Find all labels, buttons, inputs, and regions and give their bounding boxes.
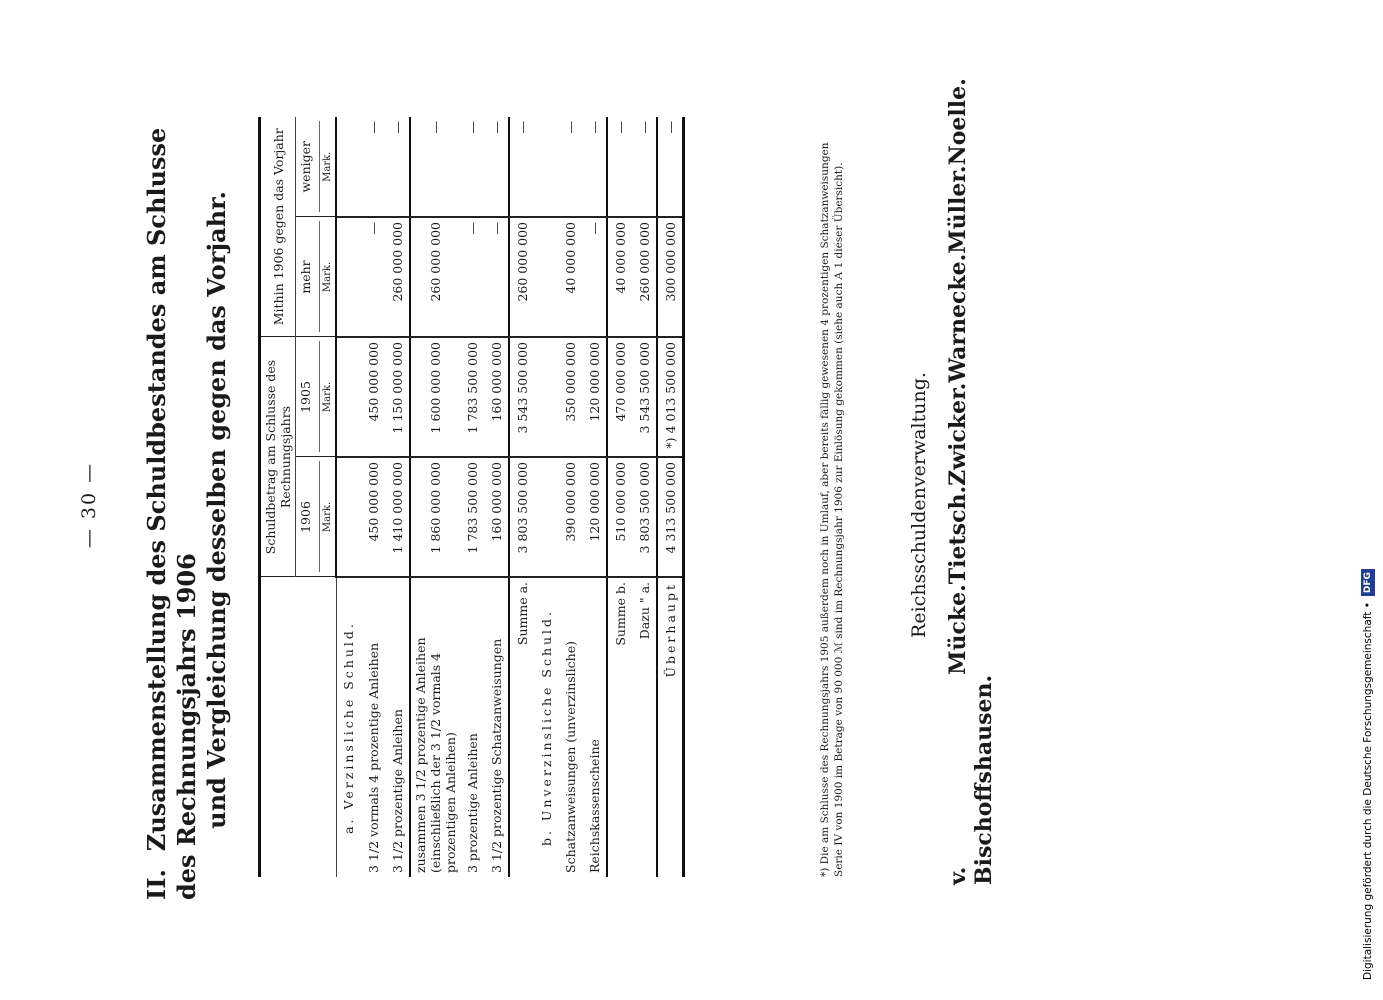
table-row: a. Verzinsliche Schuld. (336, 117, 361, 877)
table-row: b. Unverzinsliche Schuld. (534, 117, 558, 877)
col-header-mehr: mehr Mark. (296, 217, 337, 337)
debt-table (258, 117, 685, 877)
table-row: 3 1/2 prozentige Schatzanweisungen 160 000 000 160 000 000 — — (484, 117, 509, 877)
digitization-watermark (1355, 0, 1381, 980)
signature-name: v. Bischoffshausen. (945, 674, 997, 885)
footnote: *) Die am Schlusse des Rechnungsjahrs 1905 außerdem noch in Umlauf, aber bereits fällig gewesenen 4 prozentigen Schatzanweisungen Serie IV von 1900 im Betrage von 90 000 ℳ sind im Rechnungsjahr 1906 zur Einlösung gekommen (siehe auch A 1 dieser Übersicht). (819, 142, 845, 877)
table-row: Reichskassenscheine 120 000 000 120 000 000 — — (582, 117, 607, 877)
signature-line (945, 78, 997, 885)
col-header-1906: 1906 Mark. (296, 457, 337, 577)
table-row: 3 1/2 prozentige Anleihen 1 410 000 000 1 150 000 000 260 000 000 — (385, 117, 410, 877)
heading-line-2: und Vergleichung desselben gegen das Vorjahr. (202, 191, 231, 829)
table-row: Dazu " a. 3 803 500 000 3 543 500 000 260 000 000 — (632, 117, 657, 877)
table-row: Überhaupt 4 313 500 000 *) 4 013 500 000 300 000 000 — (657, 117, 684, 877)
dfg-logo: DFG (1361, 569, 1375, 596)
table-row: 3 prozentige Anleihen 1 783 500 000 1 783 500 000 — — (460, 117, 484, 877)
signature-name: Zwicker. (945, 382, 971, 486)
description-header (260, 577, 337, 877)
signature-name: Tietsch. (945, 485, 971, 585)
col-header-1905: 1905 Mark. (296, 337, 337, 457)
heading-line-1: Zusammenstellung des Schuldbestandes am Schlusse des Rechnungsjahrs 1906 (142, 127, 201, 900)
group-header-debt: Schuldbetrag am Schlusse des Rechnungsjahrs (260, 337, 296, 577)
page-number: — 30 — (78, 461, 100, 549)
signature-name: Mücke. (945, 584, 971, 675)
table-row: Summe b. 510 000 000 470 000 000 40 000 000 — (607, 117, 632, 877)
table-row: 3 1/2 vormals 4 prozentige Anleihen 450 000 000 450 000 000 — — (361, 117, 385, 877)
watermark-text: Digitalisierung gefördert durch die Deutsche Forschungsgemeinschaft • (1362, 602, 1374, 980)
col-header-weniger: weniger Mark. (296, 117, 337, 217)
section-number: II. (142, 869, 171, 900)
group-header-comparison: Mithin 1906 gegen das Vorjahr (260, 117, 296, 337)
rotated-page (50, 65, 1000, 945)
signature-name: Warnecke. (945, 253, 971, 383)
signature-name: Müller. (945, 165, 971, 254)
table-row: Schatzanweisungen (unverzinsliche) 390 000 000 350 000 000 40 000 000 — (558, 117, 582, 877)
signature-name: Noelle. (945, 78, 971, 166)
authority-heading: Reichsschuldenverwaltung. (908, 372, 930, 638)
document-heading (142, 120, 232, 900)
table-row: zusammen 3 1/2 prozentige Anleihen (einschließlich der 3 1/2 vormals 4 prozentigen Anleihen) 1 860 000 000 1 600 000 000 260 000 000 — (410, 117, 460, 877)
table-row: Summe a. 3 803 500 000 3 543 500 000 260 000 000 — (509, 117, 534, 877)
